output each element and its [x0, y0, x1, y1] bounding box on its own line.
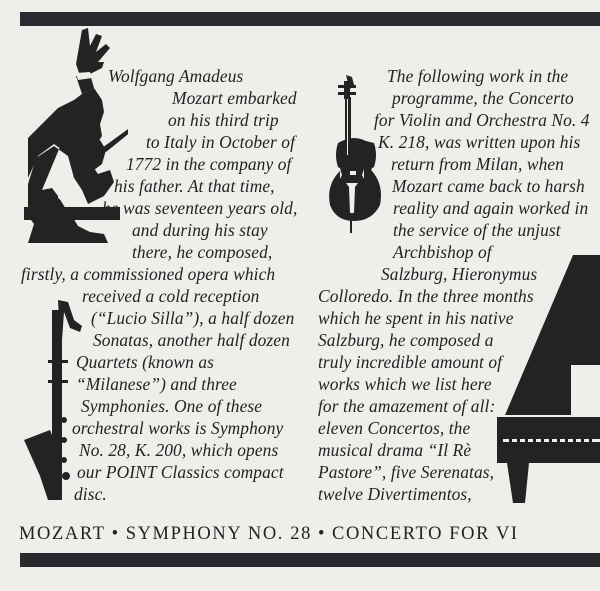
text-line: programme, the Concerto — [392, 88, 574, 108]
text-line: his father. At that time, — [114, 176, 275, 196]
text-line: on his third trip — [168, 110, 279, 130]
text-line: the service of the unjust — [393, 220, 561, 240]
text-line: for Violin and Orchestra No. 4 — [374, 110, 590, 130]
text-line: Mozart came back to harsh — [392, 176, 585, 196]
text-line: reality and again worked in — [393, 198, 589, 218]
text-line: musical drama “Il Rè — [318, 440, 472, 460]
text-line: (“Lucio Silla”), a half dozen — [91, 308, 295, 328]
text-line: twelve Divertimentos, — [318, 484, 472, 504]
text-line: Archbishop of — [393, 242, 492, 262]
text-line: which he spent in his native — [318, 308, 514, 328]
top-decorative-bar — [20, 12, 600, 26]
text-line: Sonatas, another half dozen — [93, 330, 290, 350]
text-line: 1772 in the company of — [126, 154, 292, 174]
bullet-separator: • — [317, 524, 327, 544]
text-line: Symphonies. One of these — [81, 396, 263, 416]
text-line: our POINT Classics compact — [77, 462, 284, 482]
text-line: to Italy in October of — [146, 132, 296, 152]
text-line: firstly, a commissioned opera which — [21, 264, 276, 284]
text-line: and during his stay — [132, 220, 268, 240]
text-line: truly incredible amount of — [318, 352, 503, 372]
text-line: The following work in the — [387, 66, 569, 86]
text-line: Pastore”, five Serenatas, — [318, 462, 495, 482]
text-line: Salzburg, Hieronymus — [381, 264, 538, 284]
text-line: “Milanese”) and three — [76, 374, 237, 394]
footer-part-composer: MOZART — [19, 524, 106, 544]
text-line: for the amazement of all: — [318, 396, 496, 416]
text-line: eleven Concertos, the — [318, 418, 471, 438]
footer-title — [19, 524, 519, 545]
violin-silhouette-icon — [328, 75, 388, 235]
text-line: disc. — [74, 484, 107, 504]
footer-part-symphony: SYMPHONY NO. 28 — [125, 524, 312, 544]
conductor-silhouette-icon — [18, 28, 128, 253]
text-line: orchestral works is Symphony — [72, 418, 284, 438]
text-line: he was seventeen years old, — [102, 198, 298, 218]
text-line: K. 218, was written upon his — [378, 132, 581, 152]
text-line: there, he composed, — [132, 242, 273, 262]
text-line: Mozart embarked — [172, 88, 297, 108]
text-line: Quartets (known as — [76, 352, 215, 372]
text-line: No. 28, K. 200, which opens — [79, 440, 279, 460]
bullet-separator: • — [111, 524, 120, 544]
text-line: Colloredo. In the three months — [318, 286, 534, 306]
text-line: works which we list here — [318, 374, 492, 394]
text-line: return from Milan, when — [391, 154, 564, 174]
bottom-decorative-bar — [20, 553, 600, 567]
text-line: received a cold reception — [82, 286, 260, 306]
footer-part-concerto: CONCERTO FOR VI — [332, 524, 519, 544]
text-line: Salzburg, he composed a — [318, 330, 494, 350]
text-line: Wolfgang Amadeus — [108, 66, 244, 86]
